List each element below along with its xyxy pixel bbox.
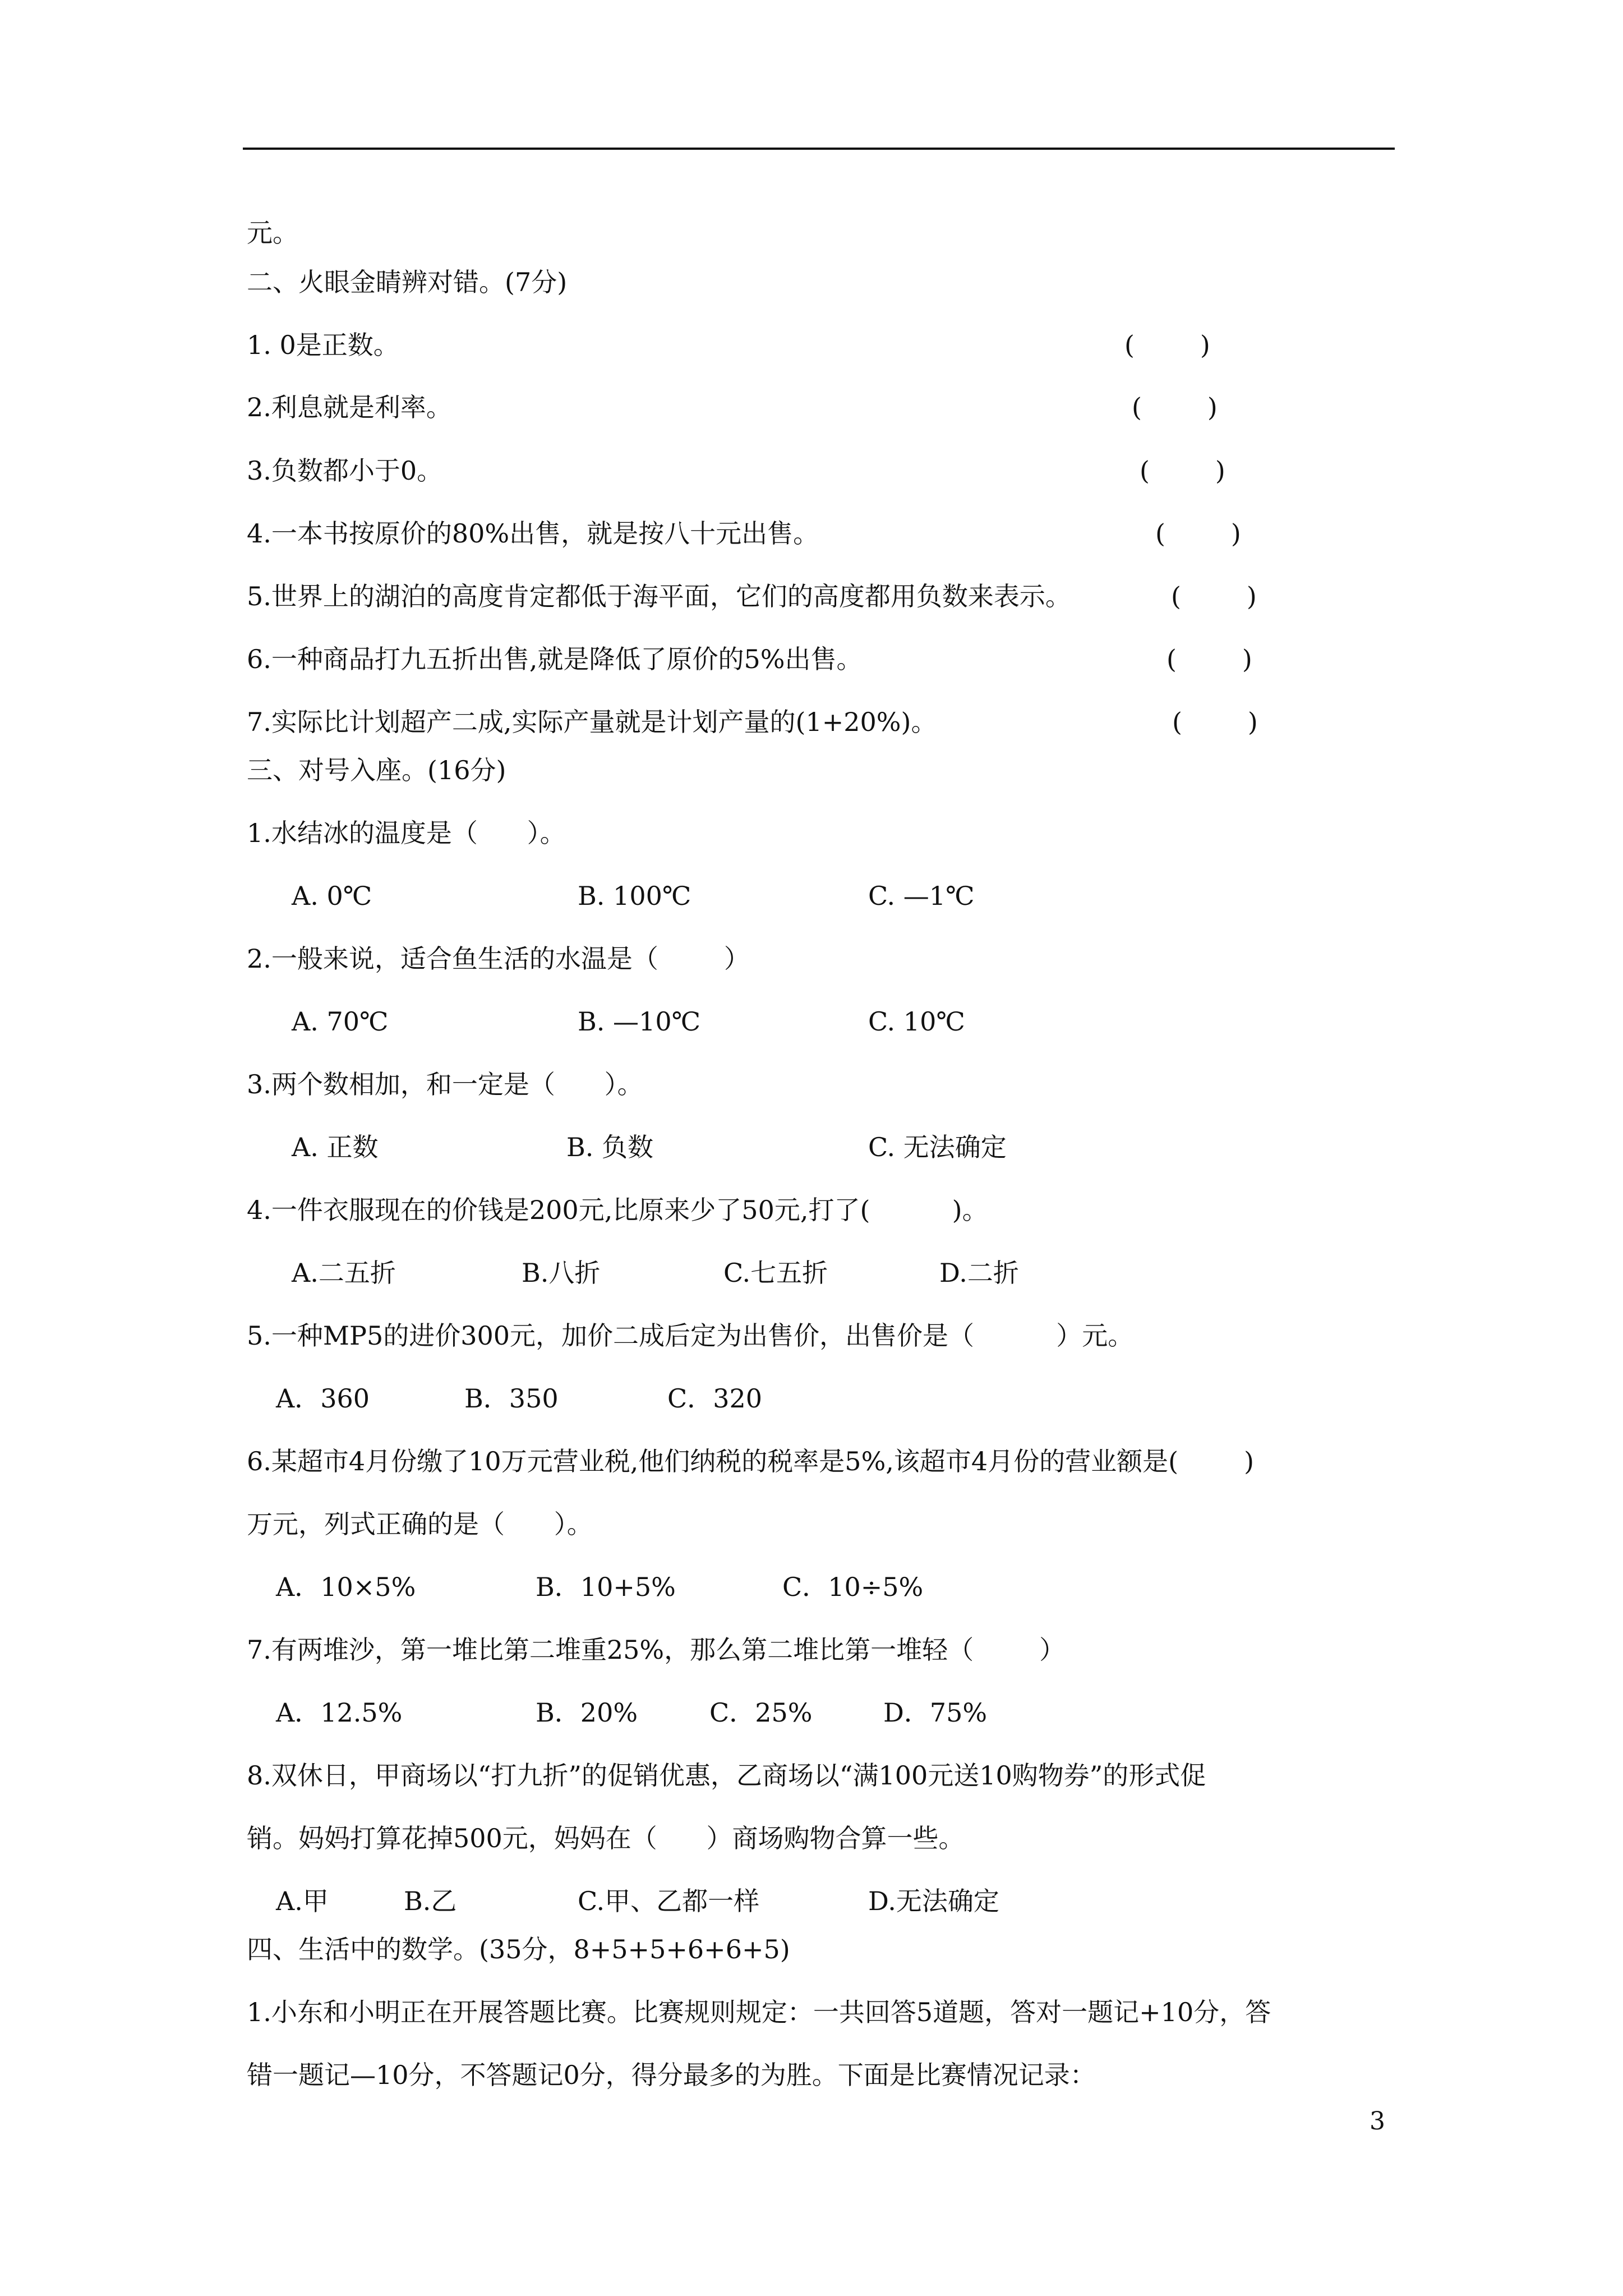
tf-answer-blank-1: ( ) xyxy=(1124,330,1210,360)
section-3-title: 三、对号入座。(16分) xyxy=(247,755,506,785)
mc-8-option-d: D.无法确定 xyxy=(868,1886,999,1916)
mc-7-option-d: D．75% xyxy=(883,1697,988,1728)
mc-4-option-c: C.七五折 xyxy=(723,1258,828,1288)
tf-answer-blank-6: ( ) xyxy=(1166,644,1252,674)
mc-3-option-a: A. 正数 xyxy=(292,1132,379,1162)
continuation-text: 元。 xyxy=(247,218,298,248)
mc-6-option-a: A．10×5% xyxy=(276,1572,416,1602)
mc-question-5: 5.一种MP5的进价300元，加价二成后定为出售价，出售价是（ ）元。 xyxy=(247,1320,1134,1351)
tf-item-3: 3.负数都小于0。 xyxy=(247,455,443,486)
mc-question-6-cont: 万元，列式正确的是（ ）。 xyxy=(247,1509,593,1539)
mc-question-2: 2.一般来说，适合鱼生活的水温是（ ） xyxy=(247,944,750,974)
tf-item-6: 6.一种商品打九五折出售,就是降低了原价的5%出售。 xyxy=(247,644,863,674)
tf-answer-blank-7: ( ) xyxy=(1172,707,1258,737)
mc-question-1: 1.水结冰的温度是（ ）。 xyxy=(247,818,566,848)
mc-3-option-b: B. 负数 xyxy=(566,1132,654,1162)
mc-8-option-a: A.甲 xyxy=(276,1886,329,1916)
mc-1-option-c: C. —1℃ xyxy=(868,881,975,911)
mc-7-option-a: A．12.5% xyxy=(276,1697,403,1728)
mc-5-option-b: B．350 xyxy=(464,1383,559,1414)
mc-1-option-b: B. 100℃ xyxy=(578,881,691,911)
mc-7-option-b: B．20% xyxy=(536,1697,638,1728)
mc-question-4: 4.一件衣服现在的价钱是200元,比原来少了50元,打了( )。 xyxy=(247,1195,988,1225)
tf-answer-blank-5: ( ) xyxy=(1171,581,1257,611)
mc-2-option-b: B. —10℃ xyxy=(578,1006,701,1037)
header-rule xyxy=(243,148,1395,150)
mc-7-option-c: C．25% xyxy=(709,1697,813,1728)
tf-item-4: 4.一本书按原价的80%出售，就是按八十元出售。 xyxy=(247,518,819,549)
mc-2-option-c: C. 10℃ xyxy=(868,1006,965,1037)
mc-3-option-c: C. 无法确定 xyxy=(868,1132,1007,1162)
section-2-title: 二、火眼金睛辨对错。(7分) xyxy=(247,267,568,297)
tf-answer-blank-4: ( ) xyxy=(1155,518,1241,549)
mc-8-option-c: C.甲、乙都一样 xyxy=(578,1886,760,1916)
mc-question-6: 6.某超市4月份缴了10万元营业税,他们纳税的税率是5%,该超市4月份的营业额是( ) xyxy=(247,1446,1255,1476)
mc-question-3: 3.两个数相加，和一定是（ ）。 xyxy=(247,1069,643,1099)
mc-5-option-c: C．320 xyxy=(667,1383,762,1414)
section-4-title: 四、生活中的数学。(35分，8+5+5+6+6+5) xyxy=(247,1934,790,1964)
page-number: 3 xyxy=(1370,2107,1385,2136)
tf-item-2: 2.利息就是利率。 xyxy=(247,392,452,422)
word-problem-1-line-2: 错一题记—10分，不答题记0分，得分最多的为胜。下面是比赛情况记录： xyxy=(247,2060,1096,2090)
mc-2-option-a: A. 70℃ xyxy=(292,1006,389,1037)
mc-question-7: 7.有两堆沙，第一堆比第二堆重25%，那么第二堆比第一堆轻（ ） xyxy=(247,1635,1066,1665)
tf-answer-blank-3: ( ) xyxy=(1140,455,1225,486)
mc-4-option-b: B.八折 xyxy=(522,1258,601,1288)
mc-question-8-cont: 销。妈妈打算花掉500元，妈妈在（ ）商场购物合算一些。 xyxy=(247,1823,965,1853)
mc-6-option-b: B．10+5% xyxy=(536,1572,676,1602)
mc-6-option-c: C．10÷5% xyxy=(782,1572,924,1602)
tf-item-7: 7.实际比计划超产二成,实际产量就是计划产量的(1+20%)。 xyxy=(247,707,937,737)
mc-5-option-a: A．360 xyxy=(276,1383,370,1414)
word-problem-1-line-1: 1.小东和小明正在开展答题比赛。比赛规则规定：一共回答5道题，答对一题记+10分，答 xyxy=(247,1997,1271,2027)
mc-4-option-d: D.二折 xyxy=(939,1258,1019,1288)
mc-question-8: 8.双休日，甲商场以“打九折”的促销优惠，乙商场以“满100元送10购物券”的形式促 xyxy=(247,1760,1206,1791)
tf-item-5: 5.世界上的湖泊的高度肯定都低于海平面，它们的高度都用负数来表示。 xyxy=(247,581,1071,611)
tf-item-1: 1. 0是正数。 xyxy=(247,330,399,360)
mc-1-option-a: A. 0℃ xyxy=(292,881,372,911)
mc-4-option-a: A.二五折 xyxy=(292,1258,396,1288)
mc-8-option-b: B.乙 xyxy=(404,1886,457,1916)
tf-answer-blank-2: ( ) xyxy=(1132,392,1218,422)
